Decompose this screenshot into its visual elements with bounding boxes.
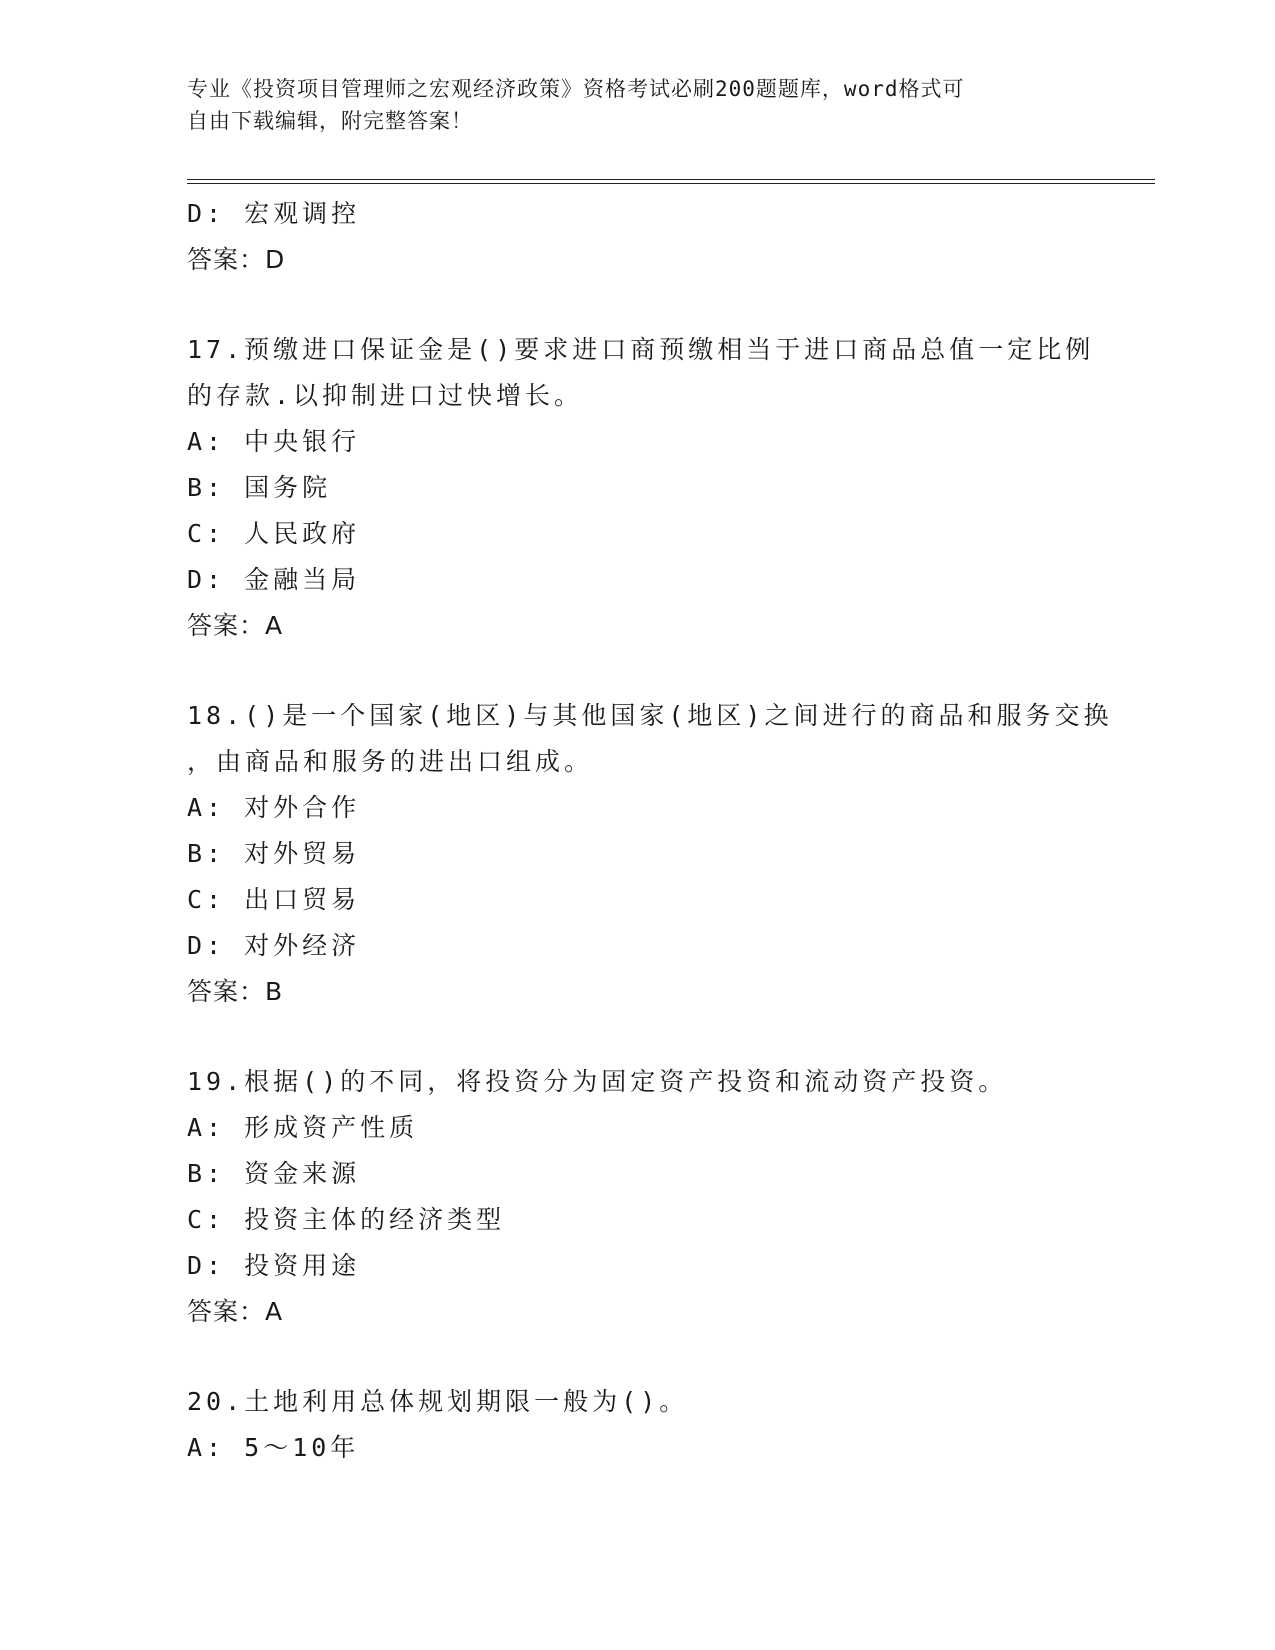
question-16-tail <box>187 191 1087 283</box>
question-text: 17.预缴进口保证金是()要求进口商预缴相当于进口商品总值一定比例 <box>187 335 1095 364</box>
header-divider-bottom <box>187 183 1155 184</box>
question-text: 18.()是一个国家(地区)与其他国家(地区)之间进行的商品和服务交换 <box>187 701 1113 730</box>
question-text: 19.根据()的不同，将投资分为固定资产投资和流动资产投资。 <box>187 1067 1008 1096</box>
option-a: A: 形成资产性质 <box>187 1113 419 1142</box>
header-line-2: 自由下载编辑，附完整答案！ <box>187 109 473 133</box>
option-b: B: 对外贸易 <box>187 839 361 868</box>
question-list <box>187 191 1113 1471</box>
option-c: C: 人民政府 <box>187 519 361 548</box>
header-divider-top <box>187 179 1155 180</box>
option-c: C: 出口贸易 <box>187 885 361 914</box>
question-20 <box>187 1379 1087 1471</box>
option-a: A: 5～10年 <box>187 1433 360 1462</box>
answer: 答案：A <box>187 1297 284 1326</box>
question-text: 20.土地利用总体规划期限一般为()。 <box>187 1387 689 1416</box>
question-text: 的存款.以抑制进口过快增长。 <box>187 381 584 410</box>
answer: 答案：B <box>187 977 284 1006</box>
answer: 答案：D <box>187 245 286 274</box>
option-b: B: 国务院 <box>187 473 332 502</box>
option-d: D: 投资用途 <box>187 1251 361 1280</box>
question-18 <box>187 693 1113 1015</box>
option-d: D: 对外经济 <box>187 931 361 960</box>
option-d: D: 金融当局 <box>187 565 361 594</box>
option-d: D: 宏观调控 <box>187 199 361 228</box>
answer: 答案：A <box>187 611 284 640</box>
option-a: A: 中央银行 <box>187 427 361 456</box>
question-17 <box>187 327 1095 649</box>
option-b: B: 资金来源 <box>187 1159 361 1188</box>
option-c: C: 投资主体的经济类型 <box>187 1205 506 1234</box>
header-line-1: 专业《投资项目管理师之宏观经济政策》资格考试必刷200题题库，word格式可 <box>187 77 965 101</box>
option-a: A: 对外合作 <box>187 793 361 822</box>
question-19 <box>187 1059 1087 1335</box>
question-text: ，由商品和服务的进出口组成。 <box>187 747 594 776</box>
document-header <box>187 73 1067 137</box>
